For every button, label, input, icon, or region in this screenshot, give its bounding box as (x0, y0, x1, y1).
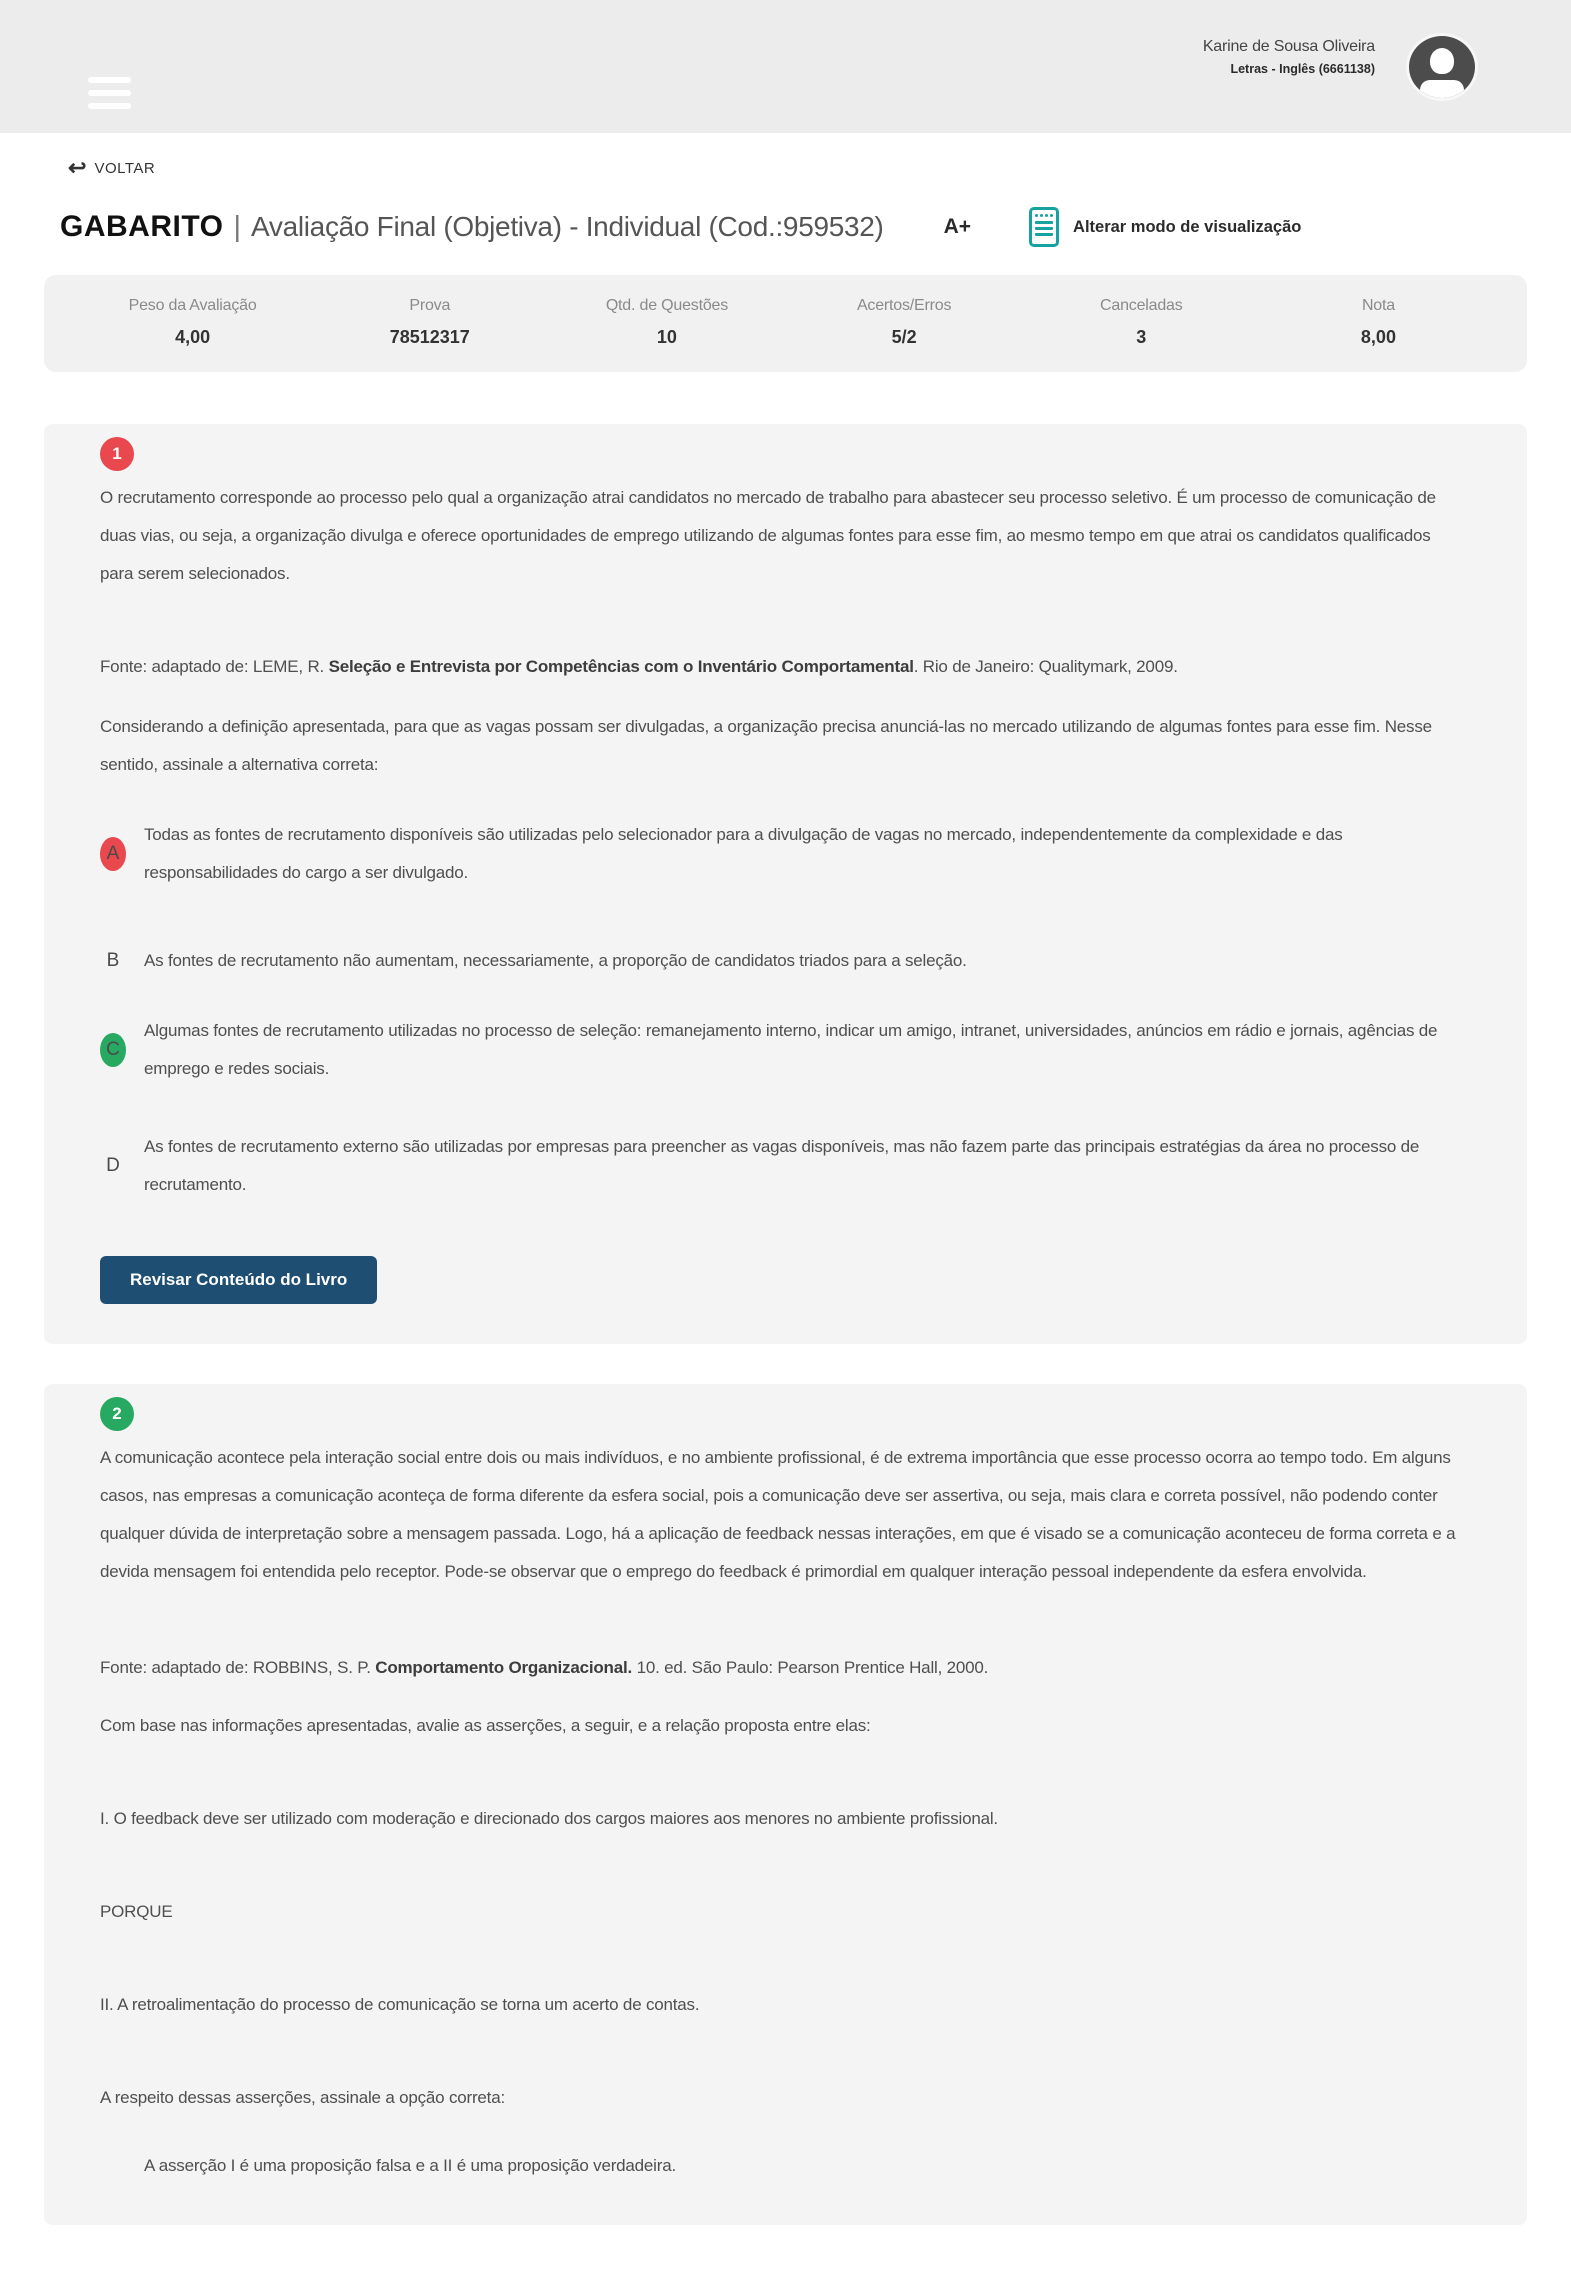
stat-questoes: Qtd. de Questões 10 (605, 297, 729, 347)
user-avatar-icon[interactable] (1406, 33, 1478, 101)
question-1-source: Fonte: adaptado de: LEME, R. Seleção e Entrevista por Competências com o Inventário Comportamental. Rio de Janeiro: Qualitymark, 2009. (100, 657, 1178, 676)
question-2-option-a-text: A asserção I é uma proposição falsa e a II é uma proposição verdadeira. (144, 2156, 676, 2175)
option-a-text: Todas as fontes de recrutamento disponíveis são utilizadas pelo selecionador para a divulgação de vagas no mercado, independentemente da complexidade e das responsabilidades do cargo a ser divulgado. (144, 825, 1343, 882)
option-d-letter: D (106, 1155, 120, 1176)
back-arrow-icon: ↩ (68, 155, 87, 180)
page-title-assessment: Avaliação Final (Objetiva) - Individual (Cod.:959532) (251, 211, 884, 242)
stat-acertos-erros: Acertos/Erros 5/2 (856, 297, 952, 347)
option-b-letter: B (106, 950, 120, 971)
question-1-option-a (100, 816, 1457, 892)
question-2-option-a (100, 2147, 1457, 2185)
question-1-option-b (100, 942, 1457, 980)
font-size-button[interactable]: A+ (943, 215, 972, 238)
question-2-statement: A comunicação acontece pela interação social entre dois ou mais indivíduos, e no ambiente profissional, é de extrema importância que esse processo ocorra ao tempo todo. Em alguns casos, nas empresas a comunicação aconteça de forma diferente da esfera social, pois a comunicação deve ser assertiva, ou seja, mais clara e correta possível, não podendo conter qualquer dúvida de interpretação sobre a mensagem passada. Logo, há a aplicação de feedback nessas interações, em que é visado se a comunicação aconteceu de forma correta e a devida mensagem foi entendida pelo receptor. Pode-se observar que o emprego do feedback é primordial em qualquer interação pessoal independente da esfera envolvida. (100, 1448, 1456, 1581)
question-1-option-d (100, 1128, 1457, 1204)
question-1-option-c (100, 1012, 1457, 1088)
option-c-text: Algumas fontes de recrutamento utilizadas no processo de seleção: remanejamento interno, indicar um amigo, intranet, universidades, anúncios em rádio e jornais, agências de emprego e redes sociais. (144, 1021, 1438, 1078)
hamburger-menu-icon[interactable] (88, 77, 131, 116)
question-1-statement: O recrutamento corresponde ao processo pelo qual a organização atrai candidatos no mercado de trabalho para abastecer seu processo seletivo. É um processo de comunicação de duas vias, ou seja, a organização divulga e oferece oportunidades de emprego utilizando de algumas fontes para esse fim, ao mesmo tempo em que atrai os candidatos qualificados para serem selecionados. (100, 488, 1436, 583)
stat-nota: Nota 8,00 (1360, 297, 1396, 347)
question-2-porque: PORQUE (100, 1902, 173, 1921)
question-2-prompt: Com base nas informações apresentadas, avalie as asserções, a seguir, e a relação proposta entre elas: (100, 1716, 871, 1735)
option-a-letter-badge-wrong: A (100, 837, 126, 871)
review-book-content-button[interactable]: Revisar Conteúdo do Livro (100, 1256, 377, 1304)
user-block (1203, 38, 1375, 76)
title-separator: | (233, 210, 241, 243)
user-course: Letras - Inglês (6661138) (1230, 62, 1375, 76)
title-row (60, 207, 1527, 247)
user-name: Karine de Sousa Oliveira (1202, 38, 1375, 55)
option-d-text: As fontes de recrutamento externo são utilizadas por empresas para preencher as vagas disponíveis, mas não fazem parte das principais estratégias da área no processo de recrutamento. (144, 1137, 1420, 1194)
question-2-option-a-letter (100, 2149, 126, 2183)
question-2-prompt-2: A respeito dessas asserções, assinale a opção correta: (100, 2088, 505, 2107)
option-b-text: As fontes de recrutamento não aumentam, necessariamente, a proporção de candidatos triados para a seleção. (144, 951, 967, 970)
question-1-number-badge: 1 (100, 437, 134, 471)
back-link[interactable] (68, 157, 155, 179)
stat-canceladas: Canceladas 3 (1100, 297, 1183, 347)
app-header (0, 0, 1571, 133)
question-2-assertion-1: I. O feedback deve ser utilizado com moderação e direcionado dos cargos maiores aos menores no ambiente profissional. (100, 1809, 998, 1828)
option-c-letter-badge-correct: C (100, 1033, 126, 1067)
question-2-source: Fonte: adaptado de: ROBBINS, S. P. Comportamento Organizacional. 10. ed. São Paulo: Pearson Prentice Hall, 2000. (100, 1658, 989, 1677)
question-2-number-badge: 2 (100, 1397, 134, 1431)
question-card-2 (44, 1384, 1527, 2225)
page-title-gabarito: GABARITO (60, 210, 224, 243)
question-2-assertion-2: II. A retroalimentação do processo de comunicação se torna um acerto de contas. (100, 1995, 700, 2014)
view-mode-document-icon (1029, 207, 1059, 247)
main-content (0, 157, 1571, 2225)
question-1-prompt: Considerando a definição apresentada, para que as vagas possam ser divulgadas, a organização precisa anunciá-las no mercado utilizando de algumas fontes para esse fim. Nesse sentido, assinale a alternativa correta: (100, 717, 1432, 774)
view-mode-button[interactable] (1029, 207, 1301, 247)
back-label: VOLTAR (94, 159, 156, 177)
view-mode-label: Alterar modo de visualização (1073, 217, 1302, 236)
assessment-stats-bar (44, 275, 1527, 372)
stat-prova: Prova 78512317 (389, 297, 470, 347)
question-card-1 (44, 424, 1527, 1344)
stat-peso: Peso da Avaliação 4,00 (128, 297, 257, 347)
